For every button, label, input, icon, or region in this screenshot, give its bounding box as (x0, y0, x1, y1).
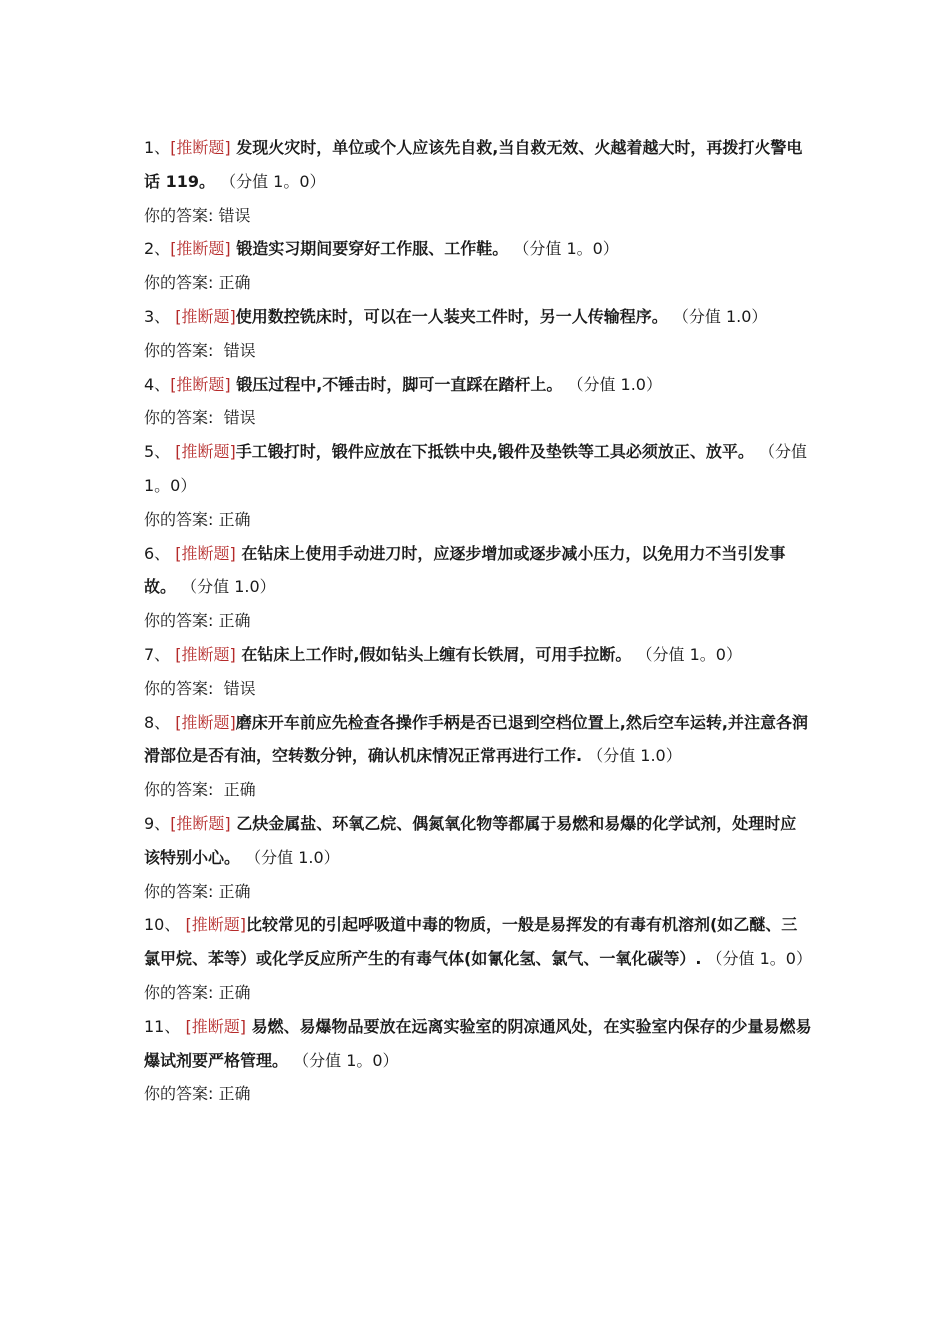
question-text: 乙炔金属盐、环氧乙烷、偶氮氧化物等都属于易燃和易爆的化学试剂，处理时应该特别小心。 (144, 813, 797, 867)
question-number: 4、 (144, 374, 171, 394)
question-number: 10、 (144, 915, 181, 935)
question-number: 5、 (144, 442, 171, 462)
question-item (144, 807, 812, 908)
answer-label: 你的答案: (144, 881, 214, 901)
question-score: （分值 1.0） (245, 847, 340, 867)
question-item (144, 232, 812, 300)
answer-value: 正确 (218, 509, 251, 529)
answer-line (144, 266, 812, 300)
answer-value: 正确 (223, 780, 256, 800)
answer-value: 错误 (218, 205, 251, 225)
question-type: [推断题] (175, 543, 236, 563)
question-item (144, 435, 812, 536)
question-text: 在钻床上工作时,假如钻头上缠有长铁屑，可用手拉断。 (235, 644, 632, 664)
question-type: [推断题] (185, 1016, 246, 1036)
question-score: （分值 1。0） (220, 171, 326, 191)
question-item (144, 131, 812, 232)
question-line (144, 807, 812, 875)
question-text: 易燃、易爆物品要放在远离实验室的阴凉通风处，在实验室内保存的少量易燃易爆试剂要严格管理。 (144, 1016, 812, 1070)
question-line (144, 908, 812, 976)
question-line (144, 435, 812, 503)
question-number: 8、 (144, 712, 171, 732)
question-line (144, 706, 812, 774)
answer-line (144, 334, 812, 368)
question-type: [推断题] (170, 374, 231, 394)
question-number: 6、 (144, 543, 171, 563)
question-score: （分值 1。0） (513, 239, 619, 259)
question-line (144, 131, 812, 199)
answer-label: 你的答案: (144, 982, 214, 1002)
question-type: [推断题] (170, 239, 231, 259)
answer-label: 你的答案: (144, 273, 214, 293)
question-score: （分值 1.0） (672, 306, 768, 326)
question-text: 发现火灾时，单位或个人应该先自救,当自救无效、火越着越大时，再拨打火警电话 119。 (144, 138, 803, 191)
answer-label: 你的答案: (144, 408, 214, 428)
question-number: 2、 (144, 239, 171, 259)
answer-value: 错误 (223, 408, 256, 428)
question-item (144, 300, 812, 368)
question-type: [推断题] (170, 138, 231, 157)
question-item (144, 908, 812, 1009)
question-line (144, 300, 812, 334)
question-line (144, 1010, 812, 1078)
question-type: [推断题] (175, 306, 236, 326)
question-text: 磨床开车前应先检查各操作手柄是否已退到空档位置上,然后空车运转,并注意各润滑部位是否有油，空转数分钟，确认机床情况正常再进行工作. (144, 712, 808, 766)
question-text: 锻压过程中,不锤击时，脚可一直踩在踏杆上。 (230, 374, 563, 394)
question-line (144, 368, 812, 402)
answer-label: 你的答案: (144, 509, 214, 529)
question-item (144, 706, 812, 807)
question-text: 在钻床上使用手动进刀时，应逐步增加或逐步减小压力，以免用力不当引发事故。 (144, 543, 786, 597)
answer-value: 正确 (218, 611, 251, 631)
question-score: （分值 1。0） (293, 1050, 399, 1070)
answer-line (144, 976, 812, 1010)
question-score: （分值 1.0） (567, 374, 662, 394)
question-score: （分值 1。0） (636, 644, 742, 664)
answer-value: 正确 (218, 1084, 251, 1104)
question-text: 手工锻打时，锻件应放在下抵铁中央,锻件及垫铁等工具必须放正、放平。 (235, 442, 754, 462)
question-text: 比较常见的引起呼吸道中毒的物质，一般是易挥发的有毒有机溶剂(如乙醚、三氯甲烷、苯等）或化学反应所产生的有毒气体(如氰化氢、氯气、一氧化碳等）. (144, 915, 798, 969)
question-line (144, 232, 812, 266)
answer-value: 正确 (218, 273, 251, 293)
question-score: （分值 1。0） (706, 949, 812, 969)
answer-label: 你的答案: (144, 611, 214, 631)
question-number: 3、 (144, 306, 171, 326)
question-type: [推断题] (175, 712, 236, 732)
answer-label: 你的答案: (144, 678, 214, 698)
question-type: [推断题] (175, 442, 236, 462)
question-score: （分值 1.0） (587, 746, 682, 766)
answer-line (144, 672, 812, 706)
answer-label: 你的答案: (144, 780, 214, 800)
answer-line (144, 1077, 812, 1111)
answer-label: 你的答案: (144, 205, 214, 225)
answer-value: 错误 (223, 678, 256, 698)
answer-label: 你的答案: (144, 1084, 214, 1104)
answer-value: 正确 (218, 982, 251, 1002)
answer-value: 正确 (218, 881, 251, 901)
question-line (144, 537, 812, 605)
question-type: [推断题] (185, 915, 246, 935)
answer-label: 你的答案: (144, 340, 214, 360)
question-number: 7、 (144, 644, 171, 664)
answer-line (144, 503, 812, 537)
question-number: 9、 (144, 813, 171, 833)
answer-line (144, 199, 812, 233)
question-score: （分值 1.0） (181, 577, 276, 597)
question-line (144, 638, 812, 672)
question-list (144, 131, 812, 1111)
question-score: （分值 1。0） (144, 442, 807, 495)
question-number: 11、 (144, 1016, 181, 1036)
question-text: 锻造实习期间要穿好工作服、工作鞋。 (230, 239, 509, 259)
question-item (144, 638, 812, 706)
question-text: 使用数控铣床时，可以在一人装夹工件时，另一人传输程序。 (235, 306, 668, 326)
question-item (144, 537, 812, 638)
answer-line (144, 401, 812, 435)
answer-line (144, 875, 812, 909)
answer-line (144, 773, 812, 807)
question-item (144, 1010, 812, 1111)
question-item (144, 368, 812, 436)
answer-line (144, 604, 812, 638)
question-type: [推断题] (170, 813, 231, 833)
question-number: 1、 (144, 138, 171, 157)
question-type: [推断题] (175, 644, 236, 664)
answer-value: 错误 (223, 340, 256, 360)
